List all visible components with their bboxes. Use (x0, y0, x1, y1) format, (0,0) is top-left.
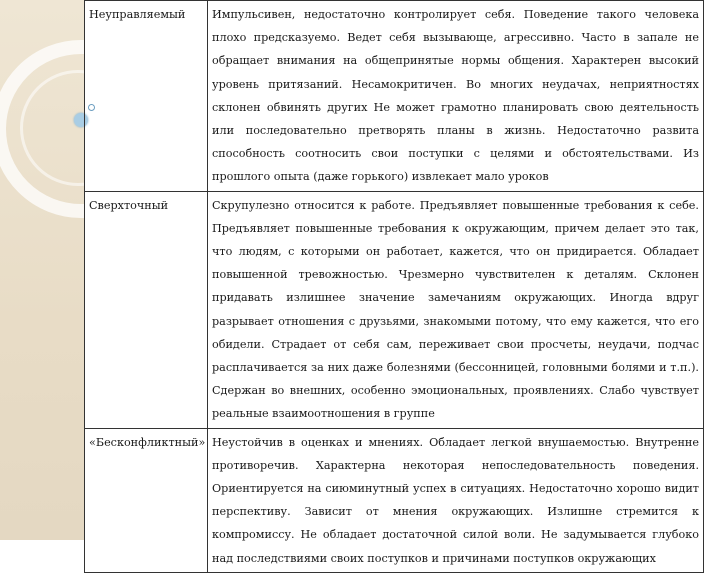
personality-types-table (84, 0, 704, 573)
table-row (85, 1, 704, 192)
decorative-sidebar (0, 0, 84, 540)
type-term: Сверхточный (85, 191, 208, 428)
table-row (85, 191, 704, 428)
type-term: Неуправляемый (85, 1, 208, 192)
type-description: Скрупулезно относится к работе. Предъявляет повышенные требования к себе. Предъявляет повышенные требования к окружающим, причем делает это так, что людям, с которыми он работает, кажется, что он придирается. Обладает повышенной тревожностью. Чрезмерно чувствителен к деталям. Склонен придавать излишнее значение замечаниям окружающих. Иногда вдруг разрывает отношения с друзьями, знакомыми потому, что ему кажется, что его обидели. Страдает от себя сам, переживает свои просчеты, неудачи, подчас расплачивается за них даже болезнями (бессонницей, головными болями и т.п.). Сдержан во внешних, особенно эмоциональных, проявлениях. Слабо чувствует реальные взаимоотношения в группе (208, 191, 704, 428)
type-term: «Бесконфликтный» (85, 428, 208, 572)
type-description: Неустойчив в оценках и мнениях. Обладает легкой внушаемостью. Внутренне противоречив. Характерна некоторая непоследовательность поведения. Ориентируется на сиюминутный успех в ситуациях. Недостаточно хорошо видит перспективу. Зависит от мнения окружающих. Излишне стремится к компромиссу. Не обладает достаточной силой воли. Не задумывается глубоко над последствиями своих поступков и причинами поступков окружающих (208, 428, 704, 572)
type-description: Импульсивен, недостаточно контролирует себя. Поведение такого человека плохо предсказуемо. Ведет себя вызывающе, агрессивно. Часто в запале не обращает внимания на общепринятые нормы общения. Характерен высокий уровень притязаний. Несамокритичен. Во многих неудачах, неприятностях склонен обвинять других Не может грамотно планировать свою деятельность или последовательно претворять планы в жизнь. Недостаточно развита способность соотносить свои поступки с целями и обстоятельствами. Из прошлого опыта (даже горького) извлекает мало уроков (208, 1, 704, 192)
table-row (85, 428, 704, 572)
